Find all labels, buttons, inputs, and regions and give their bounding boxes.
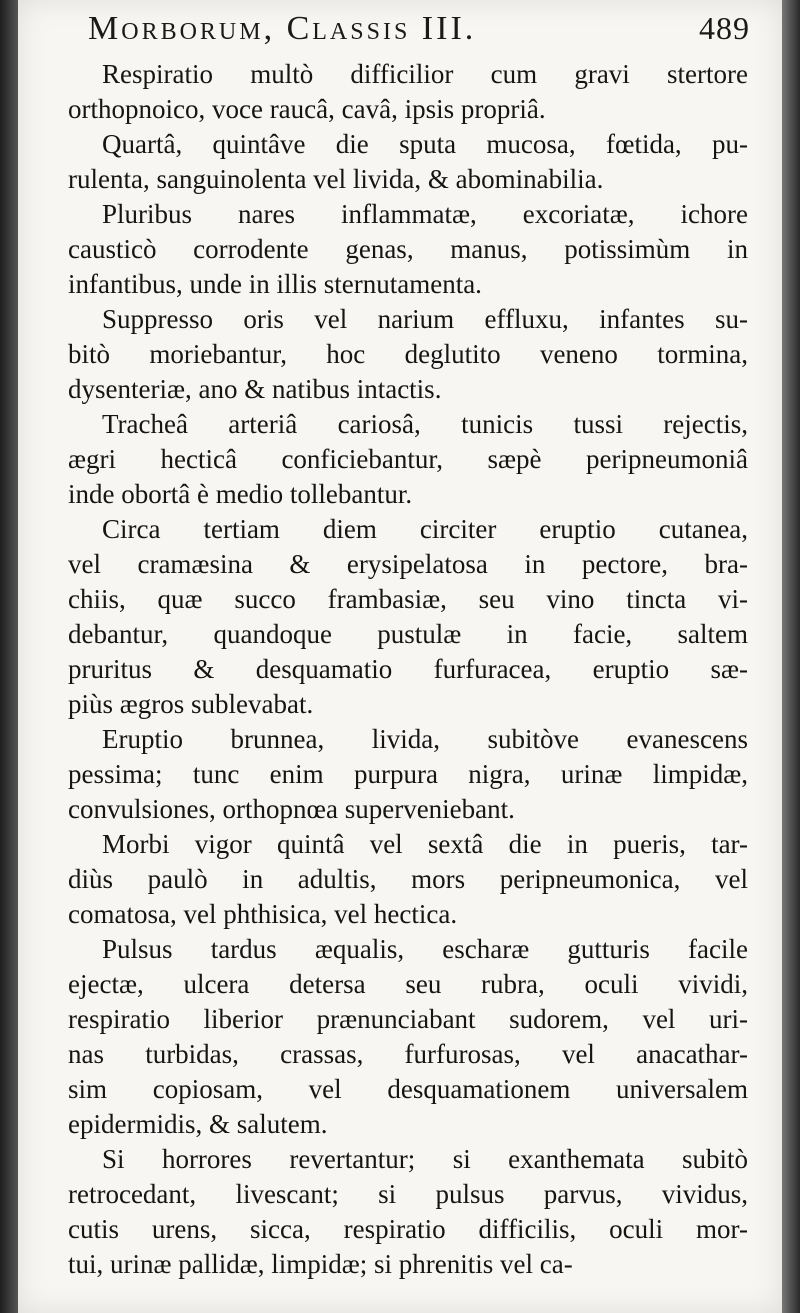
text-line: infantibus, unde in illis sternutamenta.: [68, 269, 482, 299]
body-text: [68, 57, 748, 1282]
page-left-edge: [0, 0, 18, 1313]
text-line: sim copiosam, vel desquamationem universalem: [68, 1074, 748, 1104]
paragraph: [68, 302, 748, 407]
text-line: pessima; tunc enim purpura nigra, urinæ limpidæ,: [68, 759, 748, 789]
text-line: Si horrores revertantur; si exanthemata subitò: [102, 1144, 748, 1174]
page-number: 489: [699, 10, 750, 46]
paragraph: [68, 827, 748, 932]
paragraph: [68, 127, 748, 197]
paragraph: [68, 722, 748, 827]
text-line: convulsiones, orthopnœa superveniebant.: [68, 794, 515, 824]
paragraph: [68, 57, 748, 127]
running-head: Morborum, Classis III.: [88, 10, 477, 47]
text-line: respiratio liberior prænunciabant sudorem, vel uri-: [68, 1004, 748, 1034]
text-line: vel cramæsina & erysipelatosa in pectore, bra-: [68, 549, 748, 579]
text-line: epidermidis, & salutem.: [68, 1109, 328, 1139]
text-line: rulenta, sanguinolenta vel livida, & abominabilia.: [68, 164, 604, 194]
text-line: pruritus & desquamatio furfuracea, eruptio sæ-: [68, 654, 748, 684]
text-line: ejectæ, ulcera detersa seu rubra, oculi vividi,: [68, 969, 748, 999]
text-line: Pulsus tardus æqualis, escharæ gutturis facile: [102, 934, 748, 964]
paragraph: [68, 512, 748, 722]
text-line: comatosa, vel phthisica, vel hectica.: [68, 899, 458, 929]
text-line: Eruptio brunnea, livida, subitòve evanescens: [102, 724, 748, 754]
text-line: debantur, quandoque pustulæ in facie, saltem: [68, 619, 748, 649]
text-line: Quartâ, quintâve die sputa mucosa, fœtida, pu-: [102, 129, 748, 159]
text-line: Morbi vigor quintâ vel sextâ die in pueris, tar-: [102, 829, 748, 859]
text-line: bitò moriebantur, hoc deglutito veneno tormina,: [68, 339, 748, 369]
book-page: [18, 0, 782, 1313]
text-line: Respiratio multò difficilior cum gravi stertore: [102, 59, 748, 89]
text-line: orthopnoico, voce raucâ, cavâ, ipsis propriâ.: [68, 94, 546, 124]
paragraph: [68, 407, 748, 512]
text-line: dysenteriæ, ano & natibus intactis.: [68, 374, 442, 404]
text-line: causticò corrodente genas, manus, potissimùm in: [68, 234, 748, 264]
text-line: Tracheâ arteriâ cariosâ, tunicis tussi rejectis,: [102, 409, 748, 439]
text-line: cutis urens, sicca, respiratio difficilis, oculi mor-: [68, 1214, 748, 1244]
text-line: nas turbidas, crassas, furfurosas, vel anacathar-: [68, 1039, 748, 1069]
text-line: tui, urinæ pallidæ, limpidæ; si phrenitis vel ca-: [68, 1249, 573, 1279]
text-line: Circa tertiam diem circiter eruptio cutanea,: [102, 514, 748, 544]
text-line: diùs paulò in adultis, mors peripneumonica, vel: [68, 864, 748, 894]
text-line: retrocedant, livescant; si pulsus parvus, vividus,: [68, 1179, 748, 1209]
paragraph: [68, 1142, 748, 1282]
paragraph: [68, 932, 748, 1142]
paragraph: [68, 197, 748, 302]
text-line: Suppresso oris vel narium effluxu, infantes su-: [102, 304, 748, 334]
page-header: [88, 10, 750, 56]
text-line: chiis, quæ succo frambasiæ, seu vino tincta vi-: [68, 584, 748, 614]
text-line: ægri hecticâ conficiebantur, sæpè peripneumoniâ: [68, 444, 748, 474]
text-line: piùs ægros sublevabat.: [68, 689, 314, 719]
text-line: Pluribus nares inflammatæ, excoriatæ, ichore: [102, 199, 748, 229]
page-right-edge: [782, 0, 800, 1313]
text-line: inde obortâ è medio tollebantur.: [68, 479, 413, 509]
